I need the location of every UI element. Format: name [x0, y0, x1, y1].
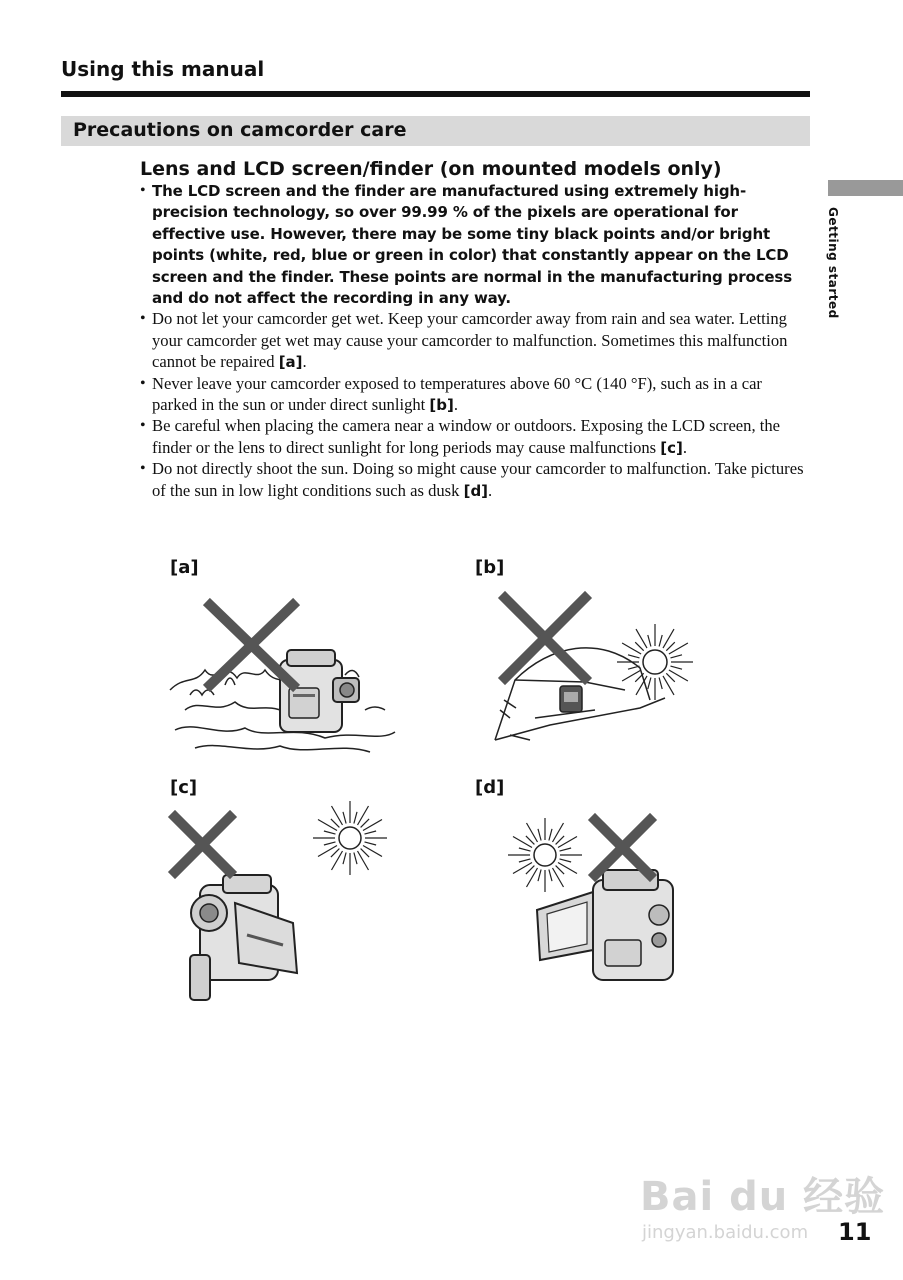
list-item [140, 459, 810, 502]
sun-ray [331, 849, 340, 858]
sun-ray [332, 806, 343, 825]
figure-reference: [b] [429, 396, 454, 415]
figure-label-d: [d] [475, 777, 505, 798]
cross-icon [505, 598, 585, 678]
sun-ray [363, 846, 382, 857]
sun-ray [526, 836, 535, 845]
sun-ray [628, 666, 640, 669]
sun-ray [558, 863, 577, 874]
sun-ray [538, 829, 541, 841]
sun-ray [648, 635, 651, 647]
sun-ray [628, 655, 640, 658]
sun-ray [318, 820, 337, 831]
sun-ray [666, 673, 675, 682]
list-item [140, 181, 810, 309]
sun-ray [549, 829, 552, 841]
sun-ray [659, 678, 662, 690]
bullet-end: . [302, 352, 307, 372]
list-item [140, 416, 810, 459]
sun-icon [313, 801, 387, 875]
sun-ray [560, 859, 572, 862]
bullet-text: Be careful when placing the camera near a window or outdoors. Exposing the LCD screen, the finder or the lens to direct sunlight for long periods may cause malfunctions [152, 416, 781, 457]
camcorder-icon [560, 686, 582, 712]
sun-ray [354, 853, 357, 865]
figure-a-water-illustration [165, 590, 405, 770]
bullet-end: . [488, 480, 493, 500]
section-bar [61, 116, 810, 146]
list-item [140, 309, 810, 373]
sun-ray [513, 863, 532, 874]
cross-icon [175, 817, 230, 872]
sun-ray [343, 853, 346, 865]
sun-ray [553, 868, 564, 887]
bullet-text: Never leave your camcorder exposed to temperatures above 60 °C (140 °F), such as in a car parked in the sun or under direct sunlight [152, 373, 762, 415]
sun-ray [527, 868, 538, 887]
watermark-url: jingyan.baidu.com [642, 1222, 809, 1243]
figure-reference: [a] [278, 353, 303, 372]
precautions-list [140, 181, 810, 502]
sun-ray [343, 812, 346, 824]
page-header: Using this manual [61, 57, 265, 81]
figure-reference: [c] [660, 438, 683, 457]
bullet-end: . [453, 395, 459, 415]
sun-ray [361, 849, 370, 858]
sun-ray [635, 642, 644, 651]
figure-b-car-illustration [490, 590, 720, 750]
figure-reference: [d] [463, 481, 489, 500]
sun-ray [556, 866, 565, 875]
sun-ray [549, 870, 552, 882]
sun-ray [365, 831, 377, 834]
figure-c-lcd-sun-illustration [165, 805, 405, 1005]
sun-ray [560, 848, 572, 851]
sun-ray [361, 819, 370, 828]
figure-d-shoot-sun-illustration [495, 810, 695, 1000]
camcorder-icon [190, 875, 297, 1000]
bullet-text: The LCD screen and the finder are manufactured using extremely high-precision technology, so over 99.99 % of the pixels are operational for effective use. However, there may be some tiny black points and/or bright points (white, red, blue or green in color) that constantly appear on the LCD screen and the finder. These points are normal in the manufacturing process and do not affect the recording in any way. [152, 182, 792, 308]
sun-ray [354, 812, 357, 824]
side-tab-marker [828, 180, 903, 196]
figure-label-a: [a] [170, 557, 199, 578]
sun-ray [365, 842, 377, 845]
sun-ray [363, 820, 382, 831]
list-item [140, 374, 810, 417]
camcorder-icon [537, 870, 673, 980]
sun-icon [617, 624, 693, 700]
sun-ray [519, 859, 531, 862]
page-number: 11 [838, 1218, 872, 1246]
sun-icon [508, 818, 582, 892]
sun-ray [358, 806, 369, 825]
sun-ray [332, 851, 343, 870]
sun-ray [671, 655, 683, 658]
cross-icon [595, 820, 650, 875]
sun-ray [553, 823, 564, 842]
sun-ray [648, 678, 651, 690]
sun-ray [358, 851, 369, 870]
subsection-title: Lens and LCD screen/finder (on mounted models only) [140, 158, 722, 180]
watermark-logo: Bai du 经验 [640, 1174, 886, 1220]
sun-ray [513, 837, 532, 848]
sun-ray [671, 666, 683, 669]
bullet-end: . [682, 437, 688, 457]
sun-ray [324, 831, 336, 834]
sun-ray [526, 866, 535, 875]
figure-label-b: [b] [475, 557, 505, 578]
sun-ray [519, 848, 531, 851]
figure-label-c: [c] [170, 777, 198, 798]
sun-ray [538, 870, 541, 882]
sun-ray [331, 819, 340, 828]
sun-ray [659, 635, 662, 647]
sun-ray [666, 642, 675, 651]
sun-ray [558, 837, 577, 848]
section-title: Precautions on camcorder care [73, 119, 407, 141]
sun-ray [324, 842, 336, 845]
sun-ray [527, 823, 538, 842]
camcorder-icon [280, 650, 359, 732]
bullet-text: Do not directly shoot the sun. Doing so might cause your camcorder to malfunction. Take pictures of the sun in low light conditions such as dusk [152, 459, 804, 500]
side-tab-label: Getting started [826, 207, 840, 319]
sun-ray [556, 836, 565, 845]
bullet-text: Do not let your camcorder get wet. Keep your camcorder away from rain and sea water. Letting your camcorder get wet may cause your camcorder to malfunction. Sometimes this malfunction cannot be repaired [152, 309, 788, 372]
header-rule [61, 91, 810, 97]
sun-ray [318, 846, 337, 857]
